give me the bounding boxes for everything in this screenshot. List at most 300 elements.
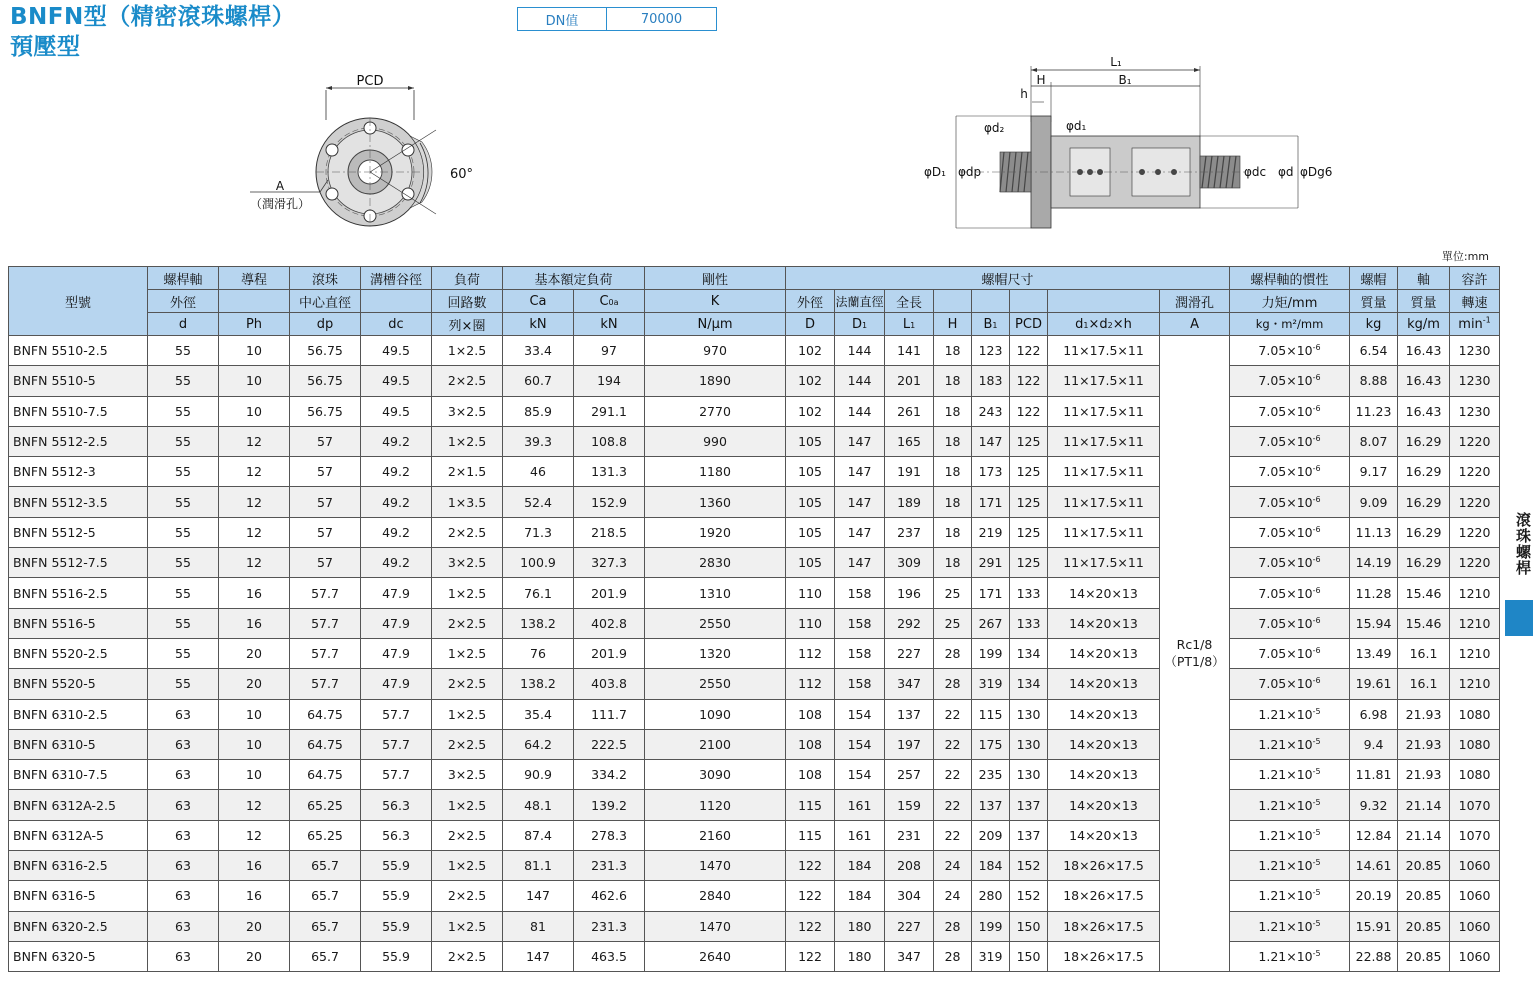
cell-nut-h: 18 xyxy=(934,517,972,547)
cell-nut-pcd: 125 xyxy=(1010,426,1048,456)
header-nut-h: H xyxy=(934,313,972,336)
cell-shaft-od: 55 xyxy=(148,336,219,366)
cell-shaft-mass: 20.85 xyxy=(1398,851,1450,881)
header-load-rating: 基本額定負荷 xyxy=(503,267,645,290)
cell-rigidity: 2830 xyxy=(645,548,786,578)
cell-nut-b1: 137 xyxy=(972,790,1010,820)
cell-shaft-mass: 21.93 xyxy=(1398,729,1450,759)
inertia-base: 7.05×10 xyxy=(1258,524,1313,540)
dc-label: φdc xyxy=(1244,165,1267,179)
cell-circuits: 1×2.5 xyxy=(432,790,503,820)
cell-circuits: 2×2.5 xyxy=(432,881,503,911)
cell-shaft-od: 55 xyxy=(148,578,219,608)
header-speed-2: 轉速 xyxy=(1450,290,1500,313)
cell-nut-d1: 147 xyxy=(835,487,885,517)
cell-circuits: 1×3.5 xyxy=(432,487,503,517)
cell-rigidity: 1890 xyxy=(645,366,786,396)
cell-nut-d: 105 xyxy=(786,548,835,578)
inertia-base: 7.05×10 xyxy=(1258,646,1313,662)
cell-nut-h: 22 xyxy=(934,760,972,790)
table-row xyxy=(9,457,1500,487)
cell-inertia xyxy=(1230,851,1350,881)
cell-nut-mass: 11.23 xyxy=(1350,396,1398,426)
cell-inertia xyxy=(1230,426,1350,456)
cell-nut-b1: 209 xyxy=(972,820,1010,850)
cell-nut-d1: 144 xyxy=(835,336,885,366)
cell-nut-d: 108 xyxy=(786,760,835,790)
cell-circuits: 3×2.5 xyxy=(432,760,503,790)
cell-rigidity: 2160 xyxy=(645,820,786,850)
header-nut-mass-2: 質量 xyxy=(1350,290,1398,313)
cell-speed: 1220 xyxy=(1450,517,1500,547)
cell-rigidity: 1470 xyxy=(645,911,786,941)
cell-nut-h: 18 xyxy=(934,336,972,366)
cell-model: BNFN 6316-2.5 xyxy=(9,851,148,881)
inertia-exponent: -5 xyxy=(1312,948,1321,958)
d2-label: φd₂ xyxy=(984,121,1005,135)
cell-inertia xyxy=(1230,548,1350,578)
header-lead-1: 導程 xyxy=(219,267,290,290)
cell-rigidity: 2840 xyxy=(645,881,786,911)
dp-label: φdp xyxy=(958,165,982,179)
cell-nut-d1: 147 xyxy=(835,548,885,578)
inertia-base: 7.05×10 xyxy=(1258,615,1313,631)
cell-groove: 49.5 xyxy=(361,336,432,366)
cell-nut-holes: 14×20×13 xyxy=(1048,669,1160,699)
header-nut-l1-l: L xyxy=(902,316,911,332)
inertia-exponent: -5 xyxy=(1312,918,1321,928)
header-shaft-mass-1: 軸 xyxy=(1398,267,1450,290)
header-nut-b1-blank xyxy=(972,290,1010,313)
cell-nut-b1: 319 xyxy=(972,669,1010,699)
cell-model: BNFN 5512-5 xyxy=(9,517,148,547)
cell-shaft-od: 63 xyxy=(148,941,219,971)
inertia-base: 1.21×10 xyxy=(1258,827,1313,843)
cell-speed: 1230 xyxy=(1450,336,1500,366)
cell-model: BNFN 6312A-2.5 xyxy=(9,790,148,820)
cell-nut-d: 122 xyxy=(786,881,835,911)
header-ball-center-2: 中心直徑 xyxy=(290,290,361,313)
cell-speed: 1220 xyxy=(1450,487,1500,517)
header-holes-d: d xyxy=(1075,316,1084,332)
cell-lead: 10 xyxy=(219,396,290,426)
cell-rigidity: 1120 xyxy=(645,790,786,820)
header-inertia-1: 螺桿軸的慣性 xyxy=(1230,267,1350,290)
table-row xyxy=(9,790,1500,820)
header-inertia-3: kg・m²/mm xyxy=(1230,313,1350,336)
cell-lead: 10 xyxy=(219,699,290,729)
cell-nut-d1: 147 xyxy=(835,426,885,456)
cell-nut-l1: 347 xyxy=(885,941,934,971)
inertia-exponent: -6 xyxy=(1312,585,1321,595)
cell-nut-l1: 159 xyxy=(885,790,934,820)
nut-side-view-diagram xyxy=(920,52,1360,242)
cell-ca: 71.3 xyxy=(503,517,574,547)
cell-speed: 1080 xyxy=(1450,729,1500,759)
cell-inertia xyxy=(1230,669,1350,699)
title-line2: 預壓型 xyxy=(10,34,81,60)
cell-nut-mass: 9.09 xyxy=(1350,487,1398,517)
dn-value: 70000 xyxy=(640,11,683,27)
cell-nut-b1: 280 xyxy=(972,881,1010,911)
cell-model: BNFN 5520-5 xyxy=(9,669,148,699)
inertia-base: 1.21×10 xyxy=(1258,888,1313,904)
header-shaft-od-1: 螺桿軸 xyxy=(148,267,219,290)
cell-shaft-mass: 16.29 xyxy=(1398,457,1450,487)
cell-nut-d1: 180 xyxy=(835,911,885,941)
cell-c0a: 462.6 xyxy=(574,881,645,911)
cell-nut-l1: 196 xyxy=(885,578,934,608)
cell-rigidity: 1920 xyxy=(645,517,786,547)
cell-nut-h: 28 xyxy=(934,941,972,971)
cell-groove: 47.9 xyxy=(361,608,432,638)
header-c0a-sub: 0a xyxy=(608,297,619,307)
cell-c0a: 231.3 xyxy=(574,851,645,881)
cell-nut-b1: 123 xyxy=(972,336,1010,366)
cell-nut-pcd: 125 xyxy=(1010,487,1048,517)
cell-nut-h: 25 xyxy=(934,608,972,638)
cell-ca: 90.9 xyxy=(503,760,574,790)
cell-nut-holes: 11×17.5×11 xyxy=(1048,487,1160,517)
cell-c0a: 139.2 xyxy=(574,790,645,820)
cell-groove: 55.9 xyxy=(361,881,432,911)
cell-ca: 76 xyxy=(503,638,574,668)
cell-nut-l1: 261 xyxy=(885,396,934,426)
cell-nut-l1: 257 xyxy=(885,760,934,790)
cell-shaft-od: 55 xyxy=(148,396,219,426)
cell-nut-pcd: 152 xyxy=(1010,851,1048,881)
cell-shaft-mass: 20.85 xyxy=(1398,881,1450,911)
cell-nut-h: 22 xyxy=(934,729,972,759)
cell-c0a: 111.7 xyxy=(574,699,645,729)
header-ball-center-3: dp xyxy=(290,313,361,336)
cell-nut-holes: 14×20×13 xyxy=(1048,760,1160,790)
cell-circuits: 1×2.5 xyxy=(432,578,503,608)
cell-ca: 87.4 xyxy=(503,820,574,850)
header-groove-blank xyxy=(361,290,432,313)
header-nut-dims: 螺帽尺寸 xyxy=(786,267,1230,290)
cell-speed: 1230 xyxy=(1450,366,1500,396)
header-nut-pcd: PCD xyxy=(1010,313,1048,336)
inertia-base: 1.21×10 xyxy=(1258,858,1313,874)
cell-lead: 12 xyxy=(219,426,290,456)
cell-nut-d1: 147 xyxy=(835,517,885,547)
cell-nut-holes: 14×20×13 xyxy=(1048,578,1160,608)
cell-nut-mass: 11.13 xyxy=(1350,517,1398,547)
table-row xyxy=(9,336,1500,366)
cell-shaft-od: 55 xyxy=(148,457,219,487)
cell-nut-l1: 197 xyxy=(885,729,934,759)
inertia-exponent: -5 xyxy=(1312,706,1321,716)
header-speed-unit: min xyxy=(1458,316,1483,332)
cell-ball-center: 57.7 xyxy=(290,608,361,638)
cell-shaft-mass: 20.85 xyxy=(1398,941,1450,971)
cell-shaft-mass: 20.85 xyxy=(1398,911,1450,941)
cell-nut-d: 122 xyxy=(786,941,835,971)
cell-speed: 1210 xyxy=(1450,608,1500,638)
table-row xyxy=(9,911,1500,941)
cell-groove: 57.7 xyxy=(361,729,432,759)
cell-circuits: 2×1.5 xyxy=(432,457,503,487)
table-row xyxy=(9,820,1500,850)
cell-circuits: 2×2.5 xyxy=(432,366,503,396)
cell-nut-pcd: 137 xyxy=(1010,820,1048,850)
cell-shaft-od: 63 xyxy=(148,699,219,729)
cell-nut-h: 18 xyxy=(934,426,972,456)
table-row xyxy=(9,426,1500,456)
dn-label: DN值 xyxy=(518,8,607,30)
cell-inertia xyxy=(1230,760,1350,790)
table-row xyxy=(9,578,1500,608)
cell-shaft-mass: 15.46 xyxy=(1398,608,1450,638)
cell-c0a: 152.9 xyxy=(574,487,645,517)
cell-nut-d: 105 xyxy=(786,487,835,517)
header-nut-b1-b: B xyxy=(983,316,993,332)
cell-model: BNFN 6320-2.5 xyxy=(9,911,148,941)
cell-shaft-od: 55 xyxy=(148,487,219,517)
inertia-base: 7.05×10 xyxy=(1258,373,1313,389)
header-nut-b1 xyxy=(972,313,1010,336)
cell-inertia xyxy=(1230,396,1350,426)
inertia-exponent: -6 xyxy=(1312,676,1321,686)
header-lube-1: 潤滑孔 xyxy=(1160,290,1230,313)
cell-ball-center: 56.75 xyxy=(290,396,361,426)
cell-nut-h: 28 xyxy=(934,638,972,668)
inertia-base: 1.21×10 xyxy=(1258,737,1313,752)
cell-nut-l1: 347 xyxy=(885,669,934,699)
dn-value-box xyxy=(517,7,717,31)
cell-nut-l1: 304 xyxy=(885,881,934,911)
h-flange-label: H xyxy=(1036,73,1046,87)
cell-nut-l1: 165 xyxy=(885,426,934,456)
cell-groove: 55.9 xyxy=(361,911,432,941)
cell-nut-b1: 175 xyxy=(972,729,1010,759)
header-lube-2: A xyxy=(1160,313,1230,336)
header-nut-l1-2 xyxy=(885,313,934,336)
cell-nut-d: 108 xyxy=(786,699,835,729)
cell-shaft-mass: 21.14 xyxy=(1398,790,1450,820)
cell-nut-h: 18 xyxy=(934,487,972,517)
cell-model: BNFN 6312A-5 xyxy=(9,820,148,850)
cell-ca: 147 xyxy=(503,881,574,911)
cell-groove: 47.9 xyxy=(361,638,432,668)
cell-nut-b1: 147 xyxy=(972,426,1010,456)
header-nut-mass-3: kg xyxy=(1350,313,1398,336)
cell-inertia xyxy=(1230,638,1350,668)
cell-lead: 10 xyxy=(219,336,290,366)
cell-model: BNFN 5520-2.5 xyxy=(9,638,148,668)
cell-nut-pcd: 130 xyxy=(1010,729,1048,759)
cell-nut-holes: 18×26×17.5 xyxy=(1048,851,1160,881)
cell-lead: 10 xyxy=(219,729,290,759)
cell-lead: 20 xyxy=(219,911,290,941)
header-nut-l1-sub: 1 xyxy=(910,320,916,330)
cell-model: BNFN 5510-7.5 xyxy=(9,396,148,426)
cell-nut-d: 108 xyxy=(786,729,835,759)
cell-nut-holes: 11×17.5×11 xyxy=(1048,366,1160,396)
cell-shaft-od: 63 xyxy=(148,851,219,881)
cell-nut-holes: 11×17.5×11 xyxy=(1048,396,1160,426)
cell-speed: 1080 xyxy=(1450,760,1500,790)
cell-groove: 49.2 xyxy=(361,487,432,517)
cell-groove: 49.5 xyxy=(361,396,432,426)
cell-nut-d1: 158 xyxy=(835,638,885,668)
cell-nut-mass: 13.49 xyxy=(1350,638,1398,668)
table-row xyxy=(9,608,1500,638)
cell-ball-center: 65.7 xyxy=(290,941,361,971)
header-nut-pcd-blank xyxy=(1010,290,1048,313)
cell-rigidity: 2100 xyxy=(645,729,786,759)
cell-shaft-od: 55 xyxy=(148,608,219,638)
cell-nut-h: 28 xyxy=(934,669,972,699)
cell-ball-center: 56.75 xyxy=(290,366,361,396)
cell-groove: 56.3 xyxy=(361,790,432,820)
cell-model: BNFN 5510-2.5 xyxy=(9,336,148,366)
cell-nut-pcd: 130 xyxy=(1010,760,1048,790)
header-nut-d1-d: D xyxy=(851,316,862,332)
cell-nut-holes: 14×20×13 xyxy=(1048,638,1160,668)
cell-ball-center: 57 xyxy=(290,517,361,547)
cell-ball-center: 57.7 xyxy=(290,669,361,699)
cell-ca: 64.2 xyxy=(503,729,574,759)
cell-groove: 49.2 xyxy=(361,457,432,487)
cell-nut-d: 102 xyxy=(786,396,835,426)
cell-nut-mass: 12.84 xyxy=(1350,820,1398,850)
cell-nut-mass: 15.94 xyxy=(1350,608,1398,638)
cell-rigidity: 1470 xyxy=(645,851,786,881)
cell-nut-d: 110 xyxy=(786,608,835,638)
inertia-exponent: -6 xyxy=(1312,403,1321,413)
cell-shaft-od: 63 xyxy=(148,790,219,820)
cell-nut-d1: 184 xyxy=(835,881,885,911)
side-tab-marker xyxy=(1505,600,1533,636)
cell-nut-mass: 8.07 xyxy=(1350,426,1398,456)
cell-nut-pcd: 125 xyxy=(1010,548,1048,578)
cell-nut-d: 102 xyxy=(786,336,835,366)
inertia-base: 1.21×10 xyxy=(1258,949,1313,965)
cell-inertia xyxy=(1230,608,1350,638)
cell-model: BNFN 6310-5 xyxy=(9,729,148,759)
header-lead-blank xyxy=(219,290,290,313)
cell-c0a: 97 xyxy=(574,336,645,366)
cell-ca: 76.1 xyxy=(503,578,574,608)
cell-ball-center: 64.75 xyxy=(290,699,361,729)
cell-shaft-od: 55 xyxy=(148,517,219,547)
cell-lead: 20 xyxy=(219,669,290,699)
cell-lube xyxy=(1160,336,1230,972)
cell-model: BNFN 5512-7.5 xyxy=(9,548,148,578)
cell-shaft-mass: 15.46 xyxy=(1398,578,1450,608)
cell-ca: 81 xyxy=(503,911,574,941)
cell-ball-center: 57.7 xyxy=(290,638,361,668)
side-tab-label: 滾珠螺桿 xyxy=(1514,512,1532,576)
cell-c0a: 222.5 xyxy=(574,729,645,759)
cell-speed: 1070 xyxy=(1450,790,1500,820)
cell-speed: 1220 xyxy=(1450,548,1500,578)
table-row xyxy=(9,851,1500,881)
lube-value-2: （PT1/8） xyxy=(1164,654,1225,670)
cell-ca: 138.2 xyxy=(503,608,574,638)
cell-nut-pcd: 122 xyxy=(1010,336,1048,366)
cell-nut-h: 22 xyxy=(934,820,972,850)
table-row xyxy=(9,699,1500,729)
table-row xyxy=(9,881,1500,911)
inertia-exponent: -6 xyxy=(1312,524,1321,534)
cell-model: BNFN 6310-7.5 xyxy=(9,760,148,790)
header-shaft-mass-2: 質量 xyxy=(1398,290,1450,313)
cell-inertia xyxy=(1230,366,1350,396)
lube-value-1: Rc1/8 xyxy=(1176,637,1213,653)
cell-nut-pcd: 133 xyxy=(1010,608,1048,638)
cell-lead: 20 xyxy=(219,941,290,971)
cell-nut-mass: 9.32 xyxy=(1350,790,1398,820)
table-row xyxy=(9,760,1500,790)
cell-nut-d1: 161 xyxy=(835,820,885,850)
cell-nut-pcd: 125 xyxy=(1010,457,1048,487)
d1-label: φd₁ xyxy=(1066,119,1087,133)
inertia-exponent: -6 xyxy=(1312,342,1321,352)
cell-nut-l1: 227 xyxy=(885,911,934,941)
cell-shaft-mass: 16.43 xyxy=(1398,366,1450,396)
cell-model: BNFN 5512-2.5 xyxy=(9,426,148,456)
pcd-label: PCD xyxy=(356,74,384,89)
header-nut-holes xyxy=(1048,313,1160,336)
cell-nut-mass: 11.81 xyxy=(1350,760,1398,790)
cell-nut-d1: 158 xyxy=(835,578,885,608)
cell-rigidity: 1310 xyxy=(645,578,786,608)
cell-c0a: 278.3 xyxy=(574,820,645,850)
header-c0a-1 xyxy=(574,290,645,313)
header-nut-l1-1: 全長 xyxy=(885,290,934,313)
cell-circuits: 2×2.5 xyxy=(432,517,503,547)
dg6-label: φDg6 xyxy=(1300,165,1333,179)
cell-shaft-od: 63 xyxy=(148,760,219,790)
inertia-base: 1.21×10 xyxy=(1258,706,1313,722)
cell-nut-d1: 158 xyxy=(835,669,885,699)
cell-nut-b1: 183 xyxy=(972,366,1010,396)
cell-speed: 1210 xyxy=(1450,578,1500,608)
cell-nut-d: 105 xyxy=(786,426,835,456)
cell-nut-b1: 219 xyxy=(972,517,1010,547)
cell-shaft-mass: 16.29 xyxy=(1398,517,1450,547)
cell-model: BNFN 6316-5 xyxy=(9,881,148,911)
header-lead-2: Ph xyxy=(219,313,290,336)
cell-model: BNFN 5512-3.5 xyxy=(9,487,148,517)
cell-rigidity: 1320 xyxy=(645,638,786,668)
cell-shaft-mass: 16.43 xyxy=(1398,336,1450,366)
cell-rigidity: 2770 xyxy=(645,396,786,426)
inertia-base: 7.05×10 xyxy=(1258,343,1313,359)
cell-groove: 47.9 xyxy=(361,669,432,699)
inertia-exponent: -6 xyxy=(1312,645,1321,655)
header-holes-sub2: 2 xyxy=(1107,320,1113,330)
cell-nut-mass: 14.61 xyxy=(1350,851,1398,881)
title-line1: BNFN型（精密滾珠螺桿） xyxy=(10,4,296,30)
cell-speed: 1070 xyxy=(1450,820,1500,850)
cell-nut-d: 105 xyxy=(786,517,835,547)
cell-speed: 1060 xyxy=(1450,941,1500,971)
inertia-exponent: -5 xyxy=(1312,888,1321,898)
cell-c0a: 108.8 xyxy=(574,426,645,456)
header-nut-mass-1: 螺帽 xyxy=(1350,267,1398,290)
cell-nut-b1: 291 xyxy=(972,548,1010,578)
cell-nut-holes: 11×17.5×11 xyxy=(1048,517,1160,547)
table-row xyxy=(9,941,1500,971)
cell-nut-l1: 309 xyxy=(885,548,934,578)
header-holes-xd: ×d xyxy=(1088,316,1108,332)
cell-nut-holes: 14×20×13 xyxy=(1048,608,1160,638)
cell-nut-l1: 191 xyxy=(885,457,934,487)
